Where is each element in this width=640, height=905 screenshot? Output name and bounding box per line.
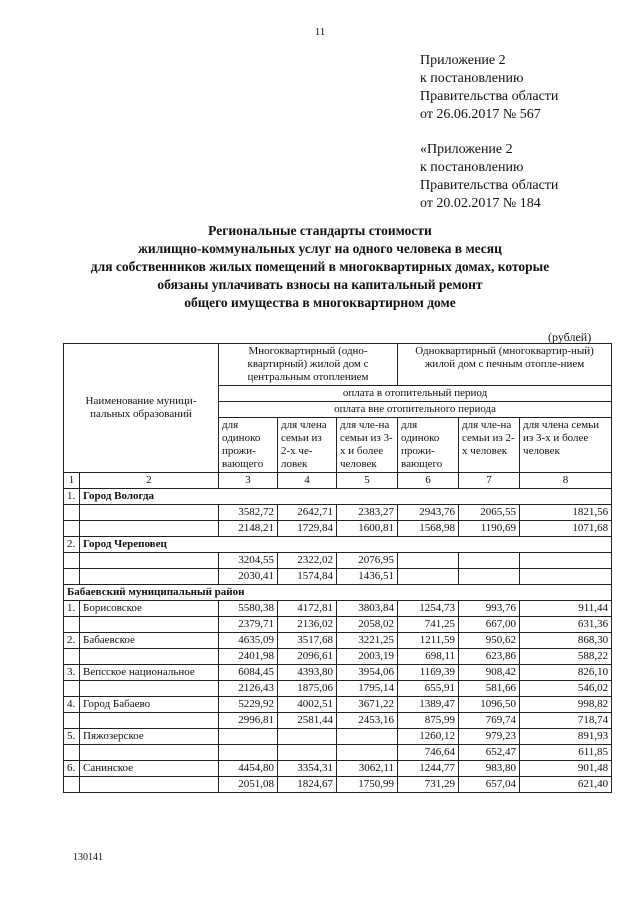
value-cell: 2126,43 bbox=[219, 681, 278, 697]
municipality-name: Пяжозерское bbox=[80, 729, 219, 745]
value-cell: 631,36 bbox=[520, 617, 612, 633]
value-cell: 979,23 bbox=[459, 729, 520, 745]
value-cell: 911,44 bbox=[520, 601, 612, 617]
value-cell: 1568,98 bbox=[398, 521, 459, 537]
value-cell: 1729,84 bbox=[278, 521, 337, 537]
header-col-4: для члена семьи из 2-х че-ловек bbox=[278, 418, 337, 473]
header-central-heating: Многоквартирный (одно-квартирный) жилой дом с центральным отоплением bbox=[219, 344, 398, 386]
table-row bbox=[64, 649, 612, 665]
value-cell: 2581,44 bbox=[278, 713, 337, 729]
column-number: 6 bbox=[398, 473, 459, 489]
value-cell bbox=[337, 729, 398, 745]
row-number: 1. bbox=[64, 489, 80, 505]
value-cell: 1244,77 bbox=[398, 761, 459, 777]
appendix-reference-original bbox=[420, 141, 558, 213]
value-cell: 2003,19 bbox=[337, 649, 398, 665]
value-cell: 1211,59 bbox=[398, 633, 459, 649]
header-stove-heating: Одноквартирный (многоквартир-ный) жилой дом с печным отопле-нием bbox=[398, 344, 612, 386]
appendix-line: Правительства области bbox=[420, 89, 559, 104]
row-number: 6. bbox=[64, 761, 80, 777]
column-number: 8 bbox=[520, 473, 612, 489]
column-number: 7 bbox=[459, 473, 520, 489]
row-number bbox=[64, 681, 80, 697]
table-row bbox=[64, 777, 612, 793]
municipality-name: Город Череповец bbox=[80, 537, 612, 553]
municipality-name bbox=[80, 745, 219, 761]
value-cell: 2076,95 bbox=[337, 553, 398, 569]
value-cell: 901,48 bbox=[520, 761, 612, 777]
municipality-name: Санинское bbox=[80, 761, 219, 777]
value-cell: 3803,84 bbox=[337, 601, 398, 617]
value-cell: 2322,02 bbox=[278, 553, 337, 569]
table-row bbox=[64, 569, 612, 585]
value-cell: 1254,73 bbox=[398, 601, 459, 617]
table-row bbox=[64, 633, 612, 649]
value-cell bbox=[219, 745, 278, 761]
table-row bbox=[64, 761, 612, 777]
value-cell: 731,29 bbox=[398, 777, 459, 793]
municipality-name bbox=[80, 569, 219, 585]
footer-code: 130141 bbox=[73, 852, 103, 863]
municipality-name bbox=[80, 553, 219, 569]
value-cell: 718,74 bbox=[520, 713, 612, 729]
row-number bbox=[64, 521, 80, 537]
district-heading: Бабаевский муниципальный район bbox=[64, 585, 612, 601]
value-cell: 2065,55 bbox=[459, 505, 520, 521]
municipality-name: Вепсское национальное bbox=[80, 665, 219, 681]
table-row bbox=[64, 745, 612, 761]
row-number bbox=[64, 745, 80, 761]
row-number bbox=[64, 617, 80, 633]
value-cell: 1260,12 bbox=[398, 729, 459, 745]
table-row bbox=[64, 713, 612, 729]
column-number: 5 bbox=[337, 473, 398, 489]
row-number: 1. bbox=[64, 601, 80, 617]
municipality-name: Борисовское bbox=[80, 601, 219, 617]
value-cell: 652,47 bbox=[459, 745, 520, 761]
header-heating-period: оплата в отопительный период bbox=[219, 386, 612, 402]
value-cell: 6084,45 bbox=[219, 665, 278, 681]
value-cell: 611,85 bbox=[520, 745, 612, 761]
header-col-7: для чле-на семьи из 2-х человек bbox=[459, 418, 520, 473]
value-cell: 623,86 bbox=[459, 649, 520, 665]
value-cell: 3354,31 bbox=[278, 761, 337, 777]
value-cell: 3221,25 bbox=[337, 633, 398, 649]
row-number bbox=[64, 505, 80, 521]
value-cell: 588,22 bbox=[520, 649, 612, 665]
value-cell: 746,64 bbox=[398, 745, 459, 761]
standards-table bbox=[63, 343, 612, 793]
title-line: обязаны уплачивать взносы на капитальный ремонт bbox=[157, 277, 483, 292]
appendix-line: Приложение 2 bbox=[420, 53, 506, 68]
header-non-heating-period: оплата вне отопительного периода bbox=[219, 402, 612, 418]
row-number: 2. bbox=[64, 633, 80, 649]
table-row bbox=[64, 601, 612, 617]
appendix-line: Правительства области bbox=[420, 178, 559, 193]
value-cell: 1190,69 bbox=[459, 521, 520, 537]
value-cell: 875,99 bbox=[398, 713, 459, 729]
value-cell bbox=[337, 745, 398, 761]
value-cell: 3517,68 bbox=[278, 633, 337, 649]
value-cell: 1169,39 bbox=[398, 665, 459, 681]
value-cell: 655,91 bbox=[398, 681, 459, 697]
row-number bbox=[64, 553, 80, 569]
value-cell: 4172,81 bbox=[278, 601, 337, 617]
value-cell: 2383,27 bbox=[337, 505, 398, 521]
appendix-reference-current bbox=[420, 52, 558, 124]
value-cell: 1071,68 bbox=[520, 521, 612, 537]
value-cell: 950,62 bbox=[459, 633, 520, 649]
table-row bbox=[64, 585, 612, 601]
value-cell bbox=[459, 569, 520, 585]
value-cell: 698,11 bbox=[398, 649, 459, 665]
title-line: общего имущества в многоквартирном доме bbox=[184, 295, 456, 310]
value-cell: 741,25 bbox=[398, 617, 459, 633]
value-cell: 3954,06 bbox=[337, 665, 398, 681]
value-cell bbox=[278, 745, 337, 761]
document-title bbox=[40, 222, 600, 312]
appendix-line: от 20.02.2017 № 184 bbox=[420, 196, 541, 211]
column-number: 3 bbox=[219, 473, 278, 489]
value-cell: 4002,51 bbox=[278, 697, 337, 713]
value-cell: 581,66 bbox=[459, 681, 520, 697]
column-number: 4 bbox=[278, 473, 337, 489]
municipality-name bbox=[80, 777, 219, 793]
value-cell: 4393,80 bbox=[278, 665, 337, 681]
value-cell: 2379,71 bbox=[219, 617, 278, 633]
value-cell: 3062,11 bbox=[337, 761, 398, 777]
header-col-6: для одиноко прожи-вающего bbox=[398, 418, 459, 473]
municipality-name bbox=[80, 505, 219, 521]
value-cell: 657,04 bbox=[459, 777, 520, 793]
title-line: жилищно-коммунальных услуг на одного человека в месяц bbox=[138, 241, 502, 256]
table-row bbox=[64, 617, 612, 633]
value-cell: 769,74 bbox=[459, 713, 520, 729]
value-cell: 998,82 bbox=[520, 697, 612, 713]
appendix-line: «Приложение 2 bbox=[420, 142, 513, 157]
value-cell: 5229,92 bbox=[219, 697, 278, 713]
appendix-line: от 26.06.2017 № 567 bbox=[420, 107, 541, 122]
header-col-5: для чле-на семьи из 3-х и более человек bbox=[337, 418, 398, 473]
value-cell: 2136,02 bbox=[278, 617, 337, 633]
municipality-name bbox=[80, 681, 219, 697]
value-cell: 5580,38 bbox=[219, 601, 278, 617]
value-cell: 4635,09 bbox=[219, 633, 278, 649]
table-row bbox=[64, 665, 612, 681]
value-cell: 2058,02 bbox=[337, 617, 398, 633]
value-cell bbox=[520, 569, 612, 585]
value-cell: 2453,16 bbox=[337, 713, 398, 729]
table-row bbox=[64, 681, 612, 697]
row-number bbox=[64, 777, 80, 793]
row-number: 3. bbox=[64, 665, 80, 681]
value-cell: 4454,80 bbox=[219, 761, 278, 777]
value-cell: 993,76 bbox=[459, 601, 520, 617]
header-col-8: для члена семьи из 3-х и более человек bbox=[520, 418, 612, 473]
value-cell: 2642,71 bbox=[278, 505, 337, 521]
value-cell: 3582,72 bbox=[219, 505, 278, 521]
table-row bbox=[64, 489, 612, 505]
value-cell: 2096,61 bbox=[278, 649, 337, 665]
row-number bbox=[64, 649, 80, 665]
value-cell: 3671,22 bbox=[337, 697, 398, 713]
municipality-name bbox=[80, 521, 219, 537]
column-number: 2 bbox=[80, 473, 219, 489]
value-cell: 1875,06 bbox=[278, 681, 337, 697]
table-row bbox=[64, 537, 612, 553]
value-cell: 1795,14 bbox=[337, 681, 398, 697]
row-number bbox=[64, 569, 80, 585]
municipality-name: Город Бабаево bbox=[80, 697, 219, 713]
value-cell: 2401,98 bbox=[219, 649, 278, 665]
value-cell: 1574,84 bbox=[278, 569, 337, 585]
row-number bbox=[64, 713, 80, 729]
value-cell bbox=[398, 553, 459, 569]
value-cell: 546,02 bbox=[520, 681, 612, 697]
value-cell: 1436,51 bbox=[337, 569, 398, 585]
value-cell: 908,42 bbox=[459, 665, 520, 681]
value-cell: 667,00 bbox=[459, 617, 520, 633]
value-cell: 1824,67 bbox=[278, 777, 337, 793]
table-row bbox=[64, 697, 612, 713]
municipality-name bbox=[80, 649, 219, 665]
value-cell: 1750,99 bbox=[337, 777, 398, 793]
value-cell: 2030,41 bbox=[219, 569, 278, 585]
value-cell: 1821,56 bbox=[520, 505, 612, 521]
value-cell: 826,10 bbox=[520, 665, 612, 681]
title-line: для собственников жилых помещений в многоквартирных домах, которые bbox=[90, 259, 550, 274]
row-number: 5. bbox=[64, 729, 80, 745]
header-name-column: Наименование муници-пальных образований bbox=[64, 344, 219, 473]
municipality-name bbox=[80, 713, 219, 729]
value-cell bbox=[278, 729, 337, 745]
value-cell: 2943,76 bbox=[398, 505, 459, 521]
value-cell: 2148,21 bbox=[219, 521, 278, 537]
value-cell: 621,40 bbox=[520, 777, 612, 793]
page-number: 11 bbox=[314, 26, 326, 38]
municipality-name: Бабаевское bbox=[80, 633, 219, 649]
title-line: Региональные стандарты стоимости bbox=[208, 223, 432, 238]
value-cell: 2051,08 bbox=[219, 777, 278, 793]
table-row bbox=[64, 553, 612, 569]
value-cell bbox=[219, 729, 278, 745]
value-cell bbox=[520, 553, 612, 569]
table-row bbox=[64, 521, 612, 537]
table-row bbox=[64, 505, 612, 521]
header-col-3: для одиноко прожи-вающего bbox=[219, 418, 278, 473]
value-cell: 891,93 bbox=[520, 729, 612, 745]
value-cell: 1096,50 bbox=[459, 697, 520, 713]
value-cell bbox=[459, 553, 520, 569]
row-number: 4. bbox=[64, 697, 80, 713]
row-number: 2. bbox=[64, 537, 80, 553]
column-number: 1 bbox=[64, 473, 80, 489]
value-cell: 1389,47 bbox=[398, 697, 459, 713]
appendix-line: к постановлению bbox=[420, 160, 524, 175]
value-cell bbox=[398, 569, 459, 585]
appendix-line: к постановлению bbox=[420, 71, 524, 86]
municipality-name bbox=[80, 617, 219, 633]
table-row bbox=[64, 729, 612, 745]
municipality-name: Город Вологда bbox=[80, 489, 612, 505]
value-cell: 3204,55 bbox=[219, 553, 278, 569]
value-cell: 983,80 bbox=[459, 761, 520, 777]
value-cell: 868,30 bbox=[520, 633, 612, 649]
units-label: (рублей) bbox=[548, 330, 592, 344]
value-cell: 1600,81 bbox=[337, 521, 398, 537]
value-cell: 2996,81 bbox=[219, 713, 278, 729]
